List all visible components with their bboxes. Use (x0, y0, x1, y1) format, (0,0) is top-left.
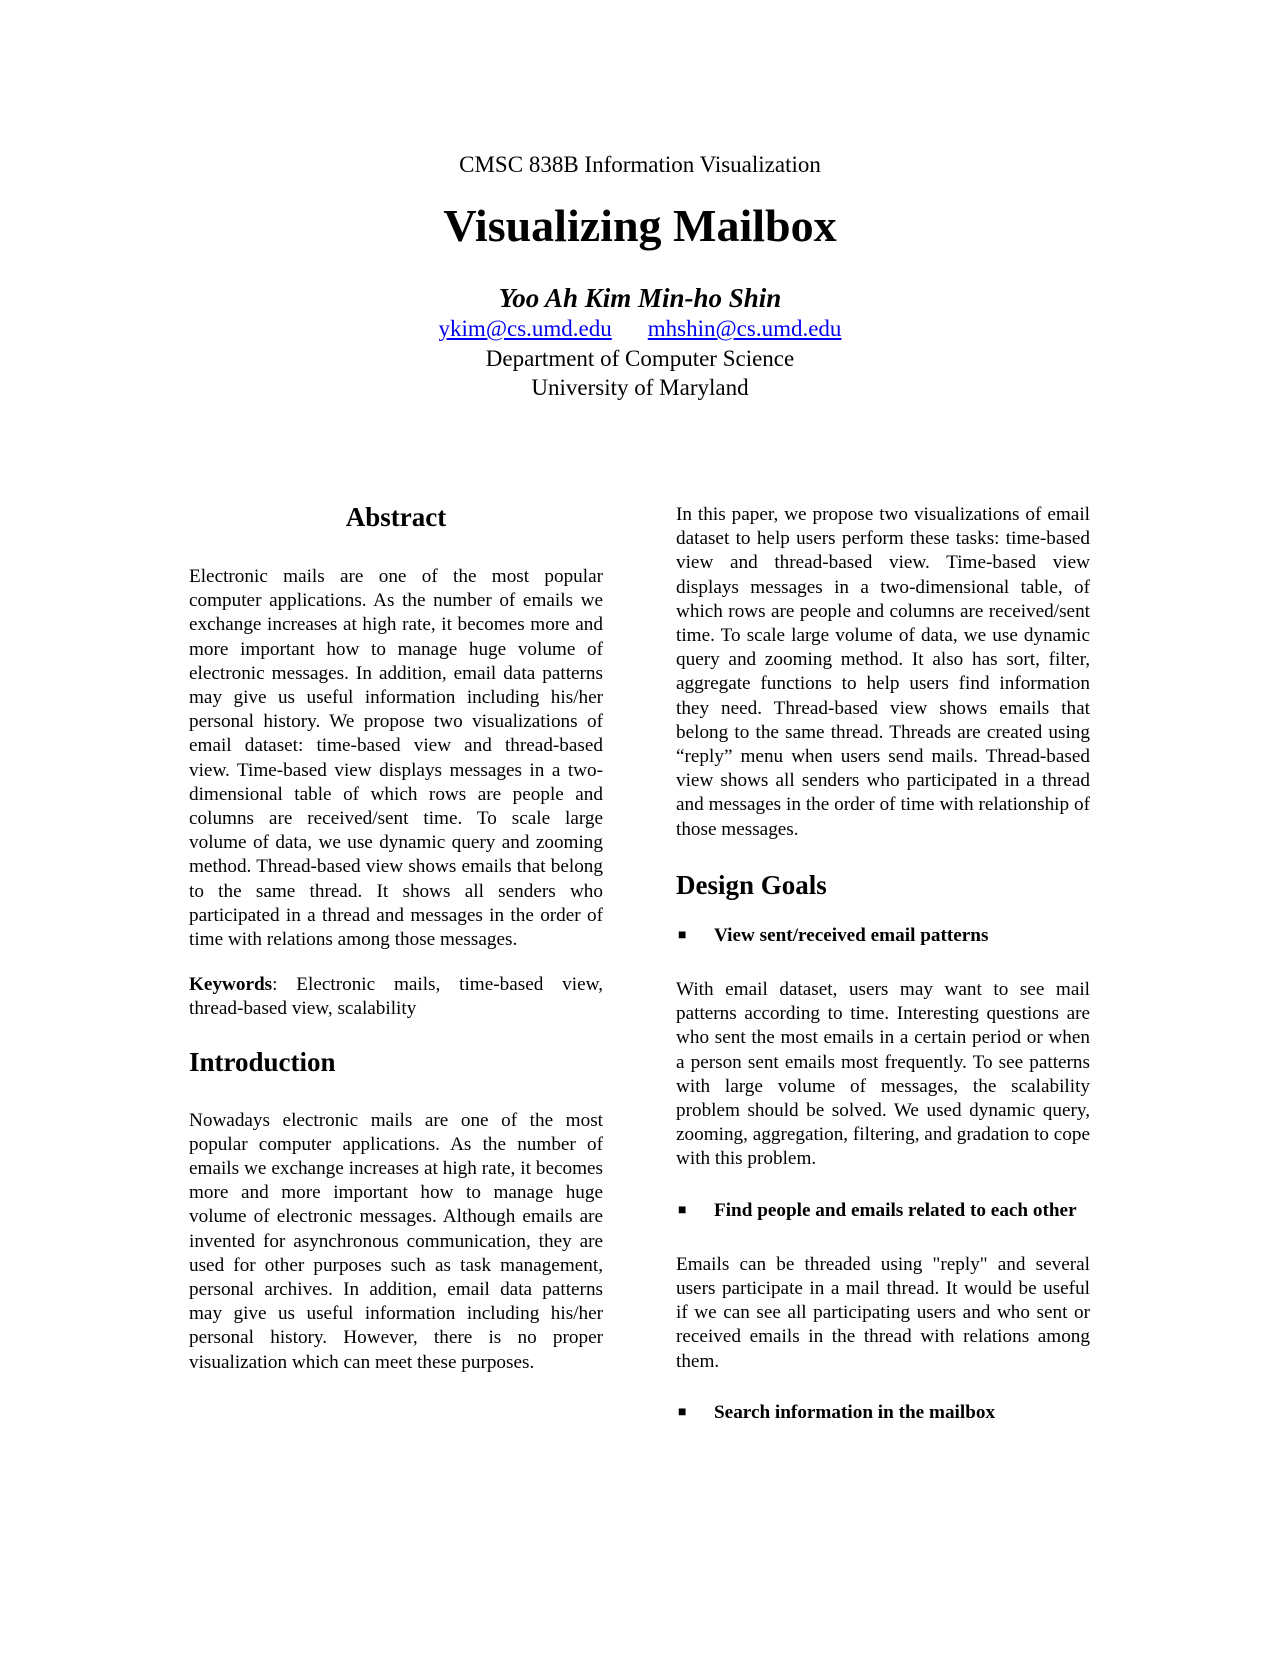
bullet-square-icon: ■ (678, 1404, 687, 1420)
keywords (189, 973, 603, 1021)
right-column (676, 503, 1090, 1425)
paper-header (0, 150, 1280, 402)
left-column (189, 500, 603, 1375)
abstract-heading: Abstract (345, 502, 447, 532)
bullet-text: Find people and emails related to each other (714, 1199, 1077, 1221)
introduction-heading: Introduction (189, 1046, 336, 1077)
keywords-label: Keywords (189, 974, 273, 996)
bullet-text: Search information in the mailbox (714, 1401, 996, 1423)
author-names: Yoo Ah Kim Min-ho Shin (498, 283, 782, 313)
bullet-square-icon: ■ (678, 927, 687, 943)
department: Department of Computer Science (485, 346, 795, 371)
paper-title: Visualizing Mailbox (443, 200, 837, 251)
design-goal-bullet (676, 1401, 1090, 1425)
university: University of Maryland (531, 375, 749, 400)
course-name: CMSC 838B Information Visualization (459, 152, 821, 177)
introduction-text: Nowadays electronic mails are one of the most popular computer applications. As the number of emails we exchange increases at high rate, it becomes more and more important how to manage huge volume of electronic messages. Although emails are invented for asynchronous communication, they are used for other purposes such as task management, personal archives. In addition, email data patterns may give us useful information including his/her personal history. However, there is no proper visualization which can meet these purposes. (189, 1109, 603, 1373)
design-goal-bullet (676, 1199, 1090, 1223)
author-emails (0, 314, 1280, 344)
design-goal-paragraph: Emails can be threaded using "reply" and several users participate in a mail thread. It would be useful if we can see all participating users and who sent or received emails in the thread with relations among them. (676, 1253, 1090, 1372)
design-goal-bullet (676, 924, 1090, 948)
introduction-text-continued: In this paper, we propose two visualizations of email dataset to help users perform these tasks: time-based view and thread-based view. Time-based view displays messages in a two-dimensional table, of which rows are people and columns are received/sent time. To scale large volume of data, we use dynamic query and zooming method. It also has sort, filter, aggregate functions to help users find information they need. Thread-based view shows emails that belong to the same thread. Threads are created using “reply” menu when users send mails. Thread-based view shows all senders who participated in a thread and messages in the order of time with relationship of those messages. (676, 504, 1090, 840)
design-goals-heading: Design Goals (676, 869, 827, 900)
bullet-square-icon: ■ (678, 1202, 687, 1218)
design-goal-paragraph: With email dataset, users may want to see mail patterns according to time. Interesting questions are who sent the most emails in a certain period or when a person sent emails most frequently. To see patterns with large volume of messages, the scalability problem should be solved. We used dynamic query, zooming, aggregation, filtering, and gradation to cope with this problem. (676, 979, 1091, 1170)
bullet-text: View sent/received email patterns (714, 924, 989, 946)
email-link-ykim[interactable]: ykim@cs.umd.edu (438, 316, 612, 341)
email-link-mhshin[interactable]: mhshin@cs.umd.edu (647, 316, 842, 341)
keywords-text: : Electronic mails, time-based view, thread-based view, scalability (189, 974, 603, 1020)
abstract-text: Electronic mails are one of the most popular computer applications. As the number of emails we exchange increases at high rate, it becomes more and more important how to manage huge volume of electronic messages. In addition, email data patterns may give us useful information including his/her personal history. We propose two visualizations of email dataset: time-based view and thread-based view. Time-based view displays messages in a two-dimensional table of which rows are people and columns are received/sent time. To scale large volume of data, we use dynamic query and zooming method. Thread-based view shows emails that belong to the same thread. It shows all senders who participated in a thread and messages in the order of time with relations among those messages. (189, 566, 603, 951)
